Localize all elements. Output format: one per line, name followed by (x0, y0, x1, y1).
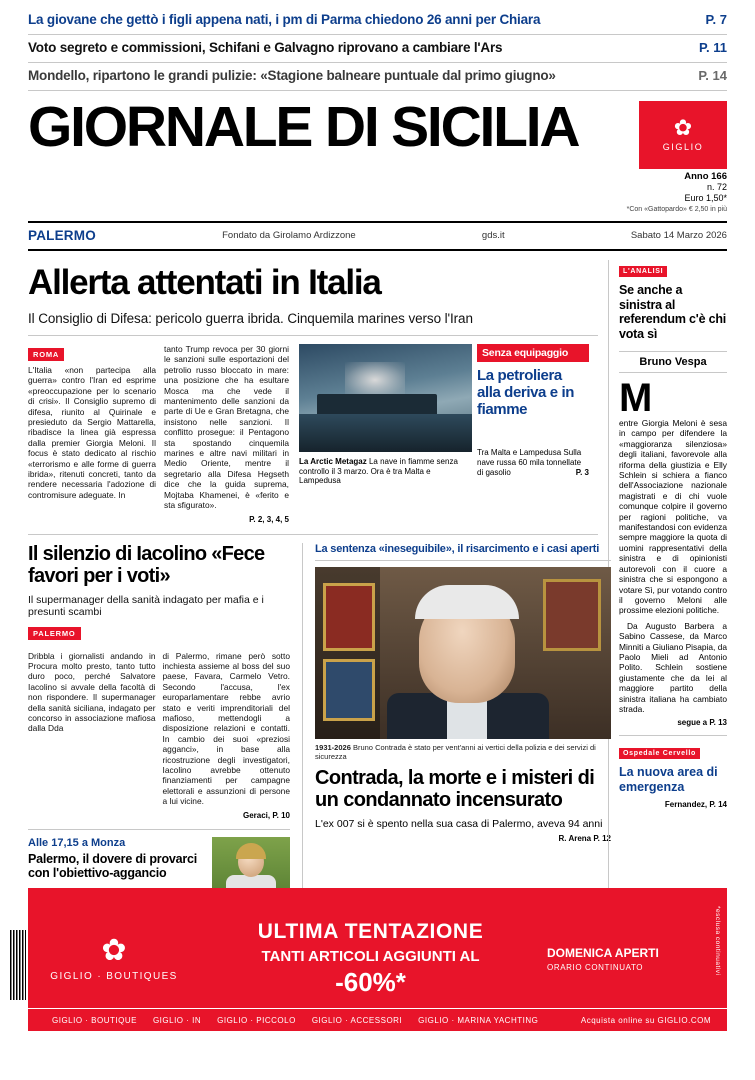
ad-open-hours: ORARIO CONTINUATO (547, 963, 644, 972)
edition-number: n. 72 (706, 182, 727, 192)
iacolino-page-ref: Geraci, P. 10 (243, 810, 290, 820)
cervello-kicker: Ospedale Cervello (619, 748, 700, 759)
contrada-overline: La sentenza «ineseguibile», il risarcimento e i casi aperti (315, 543, 611, 561)
cervello-headline[interactable]: La nuova area di emergenza (619, 765, 718, 794)
iacolino-standfirst: Il supermanager della sanità indagato per mafia e i presunti scambi (28, 593, 264, 618)
contrada-deck: L'ex 007 si è spento nella sua casa di Palermo, aveva 94 anni (315, 817, 603, 830)
teaser-text: Mondello, ripartono le grandi pulizie: «Stagione balneare puntuale dal primo giugno» (28, 68, 556, 83)
giglio-logo-badge[interactable] (639, 101, 727, 169)
edition-info (0, 169, 755, 215)
barcode (10, 930, 26, 1000)
analysis-kicker: L'ANALISI (619, 266, 667, 277)
giglio-flower-icon: ✿ (673, 115, 693, 140)
monza-headline[interactable]: Palermo, il dovere di provarci con l'obiettivo-aggancio (28, 851, 198, 880)
iacolino-body-2: di Palermo, rimane però sotto inchiesta assieme al boss del suo paese, Favara, Carmelo Vetro. Secondo l'accusa, l'ex europarlamentare rebbe avrio stato e veriti imprenditoriali del mafioso, mettendogli a disposizione relazioni e contatti. In cambio dei suoi «preziosi agganci», in base alla ricostruzione degli investigatori, Iacolino avrebbe ottenuto finanziamenti per campagne elettorali e assunzioni di persone a lui vicine. (162, 650, 290, 807)
second-band (28, 534, 611, 919)
divider (28, 335, 598, 336)
tanker-headline[interactable]: La petroliera alla deriva e in fiamme (477, 367, 574, 418)
issue-date: Sabato 14 Marzo 2026 (630, 230, 727, 241)
tanker-sidebar (472, 344, 589, 486)
tanker-note (477, 448, 589, 478)
contrada-dates: 1931-2026 (315, 742, 351, 752)
ad-hours (541, 946, 727, 972)
contrada-credit-text: Bruno Contrada è stato per vent'anni ai vertici della polizia e dei servizi di sicurezza (315, 742, 596, 761)
teaser-strip (0, 0, 755, 91)
ad-line-2: TANTI ARTICOLI AGGIUNTI AL (261, 948, 480, 965)
ad-store-item[interactable]: GIGLIO · BOUTIQUE (52, 1015, 137, 1025)
ad-footer-bar (28, 1008, 727, 1031)
lead-body-b: tanto Trump revoca per 30 giorni le sanzioni sulle esportazioni del petrolio russo bloccato in mare: una posizione che ha esultare Mosca ma che vede il mantenimento delle sanzioni da parte di Ue e Gran Bretagna, che insistono nelle sanzioni. Il conflitto prosegue: il Pentagono sta spostando cinquemila marines e altre navi militari in Medio Oriente, mentre il segretario alla Difesa Hegseth dice che la guida suprema, Mojtaba Khamenei, è «ferito e sta sfigurato». (164, 344, 289, 511)
tanker-photo-caption (299, 457, 472, 486)
lead-body-a: L'Italia «non partecipa alla guerra» contro l'Iran ed esprime «preoccupazione per lo scenario di crisi». Il Consiglio supremo di difesa, riunito al Quirinale e presieduto da Sergio Mattarella, ribadisce la linea già espressa dalla premier Giorgia Meloni. Il focus è stato dedicato al rischio «terrorismo e alle forme di guerra ibrida», ritenuti concreti, tanto da rendere necessaria l'adozione di contromisure adeguate. In (28, 365, 156, 500)
iacolino-kicker: PALERMO (28, 627, 81, 640)
teaser-text: Voto segreto e commissioni, Schifani e Galvagno riprovano a cambiare l'Ars (28, 40, 503, 55)
tanker-photo-block (299, 344, 472, 486)
teaser-page: P. 11 (699, 40, 727, 55)
section-kicker: ROMA (28, 348, 64, 361)
teaser-item[interactable] (28, 63, 727, 91)
contrada-byline: R. Arena P. 12 (558, 833, 611, 843)
lead-story-columns (28, 344, 598, 524)
teaser-text: La giovane che gettò i figli appena nati, i pm di Parma chiedono 26 anni per Chiara (28, 12, 541, 27)
caption-lead: La Arctic Metagaz (299, 457, 367, 466)
edition-price: Euro 1,50* (684, 193, 727, 203)
analysis-author: Bruno Vespa (619, 351, 727, 373)
info-line (28, 221, 727, 251)
tanker-note-page: P. 3 (575, 468, 589, 477)
cervello-byline: Fernandez, P. 14 (664, 800, 727, 810)
iacolino-headline[interactable]: Il silenzio di Iacolino «Fece favori per i voti» (28, 542, 265, 587)
teaser-item[interactable] (28, 35, 727, 63)
edition-city: PALERMO (28, 228, 96, 243)
ad-message (200, 920, 541, 998)
ad-disclaimer: *esclusa continuativi (714, 906, 721, 976)
lead-page-ref: P. 2, 3, 4, 5 (249, 514, 289, 524)
giglio-flower-icon: ✿ (101, 933, 127, 967)
teaser-page: P. 14 (698, 68, 727, 83)
ad-open-sunday: DOMENICA APERTI (547, 946, 659, 960)
ad-store-item[interactable]: GIGLIO · ACCESSORI (311, 1015, 403, 1025)
website-text[interactable]: gds.it (481, 230, 505, 241)
contrada-headline[interactable]: Contrada, la morte e i misteri di un condannato incensurato (315, 766, 595, 811)
caption-text: La nave in fiamme senza controllo il 3 marzo. Ora è tra Malta e Lampedusa (299, 457, 458, 486)
lead-col-c (299, 344, 589, 524)
cervello-story (619, 735, 727, 809)
tanker-note-text: Tra Malta e Lampedusa Sulla nave russa 60 mila tonnellate di gasolio (477, 448, 582, 477)
newspaper-title: GIORNALE DI SICILIA (28, 95, 579, 159)
monza-kicker: Alle 17,15 a Monza (28, 836, 126, 849)
tanker-photo (299, 344, 472, 452)
main-content (0, 260, 755, 918)
iacolino-story (28, 543, 303, 919)
right-column (608, 260, 727, 918)
left-column (28, 260, 611, 918)
giglio-logo-label: GIGLIO (662, 142, 704, 152)
ad-line-1: ULTIMA TENTAZIONE (257, 920, 484, 943)
ad-store-item[interactable]: GIGLIO · PICCOLO (217, 1015, 296, 1025)
teaser-item[interactable] (28, 10, 727, 35)
ad-store-list (28, 1016, 581, 1025)
analysis-body-1: entre Giorgia Meloni è sesa in campo per difendere la «maggioranza silenziosa» degli italiani, favorevole alla riforma della giustizia e Elly Schlein si schiera a fianco dell'Associazione nazionale magistrati e di chi vuole comunque colpire il governo per ragioni politiche, va manifestandosi con evidenza sempre maggiore la quota di uomini rappresentativi della sinistra e di opinionisti autorevoli con il cuore a sinistra che si espongono a votare Sì, pur votando contro il governo Meloni alle prossime elezioni politiche. (619, 418, 728, 616)
ad-brand-block (28, 933, 200, 982)
ad-brand-label: GIGLIO · BOUTIQUES (50, 970, 178, 982)
ad-store-item[interactable]: GIGLIO · IN (152, 1015, 202, 1025)
analysis-headline[interactable]: Se anche a sinistra al referendum c'è chi vota sì (619, 283, 727, 341)
ad-store-item[interactable]: GIGLIO · MARINA YACHTING (418, 1015, 539, 1025)
analysis-dropcap: M (619, 376, 653, 420)
analysis-body-2: Da Augusto Barbera a Sabino Cassese, da Marco Minniti a Giuliano Pisapia, da Paolo Mieli ad Antonio Polito. Schlein sostiene giustamente che da lei al maggiore partito della sinistra italiana ha cambiato strada. (619, 620, 728, 714)
teaser-page: P. 7 (705, 12, 727, 27)
analysis-continuation[interactable]: segue a P. 13 (677, 718, 727, 728)
lead-col-a (28, 344, 164, 524)
contrada-photo (315, 567, 611, 739)
iacolino-body-1: Dribbla i giornalisti andando in Procura molto presto, tanto tutto duro poco, perché Salvatore Iacolino si avvale della facoltà di non rispondere. Il supermanager della sanità siciliana, indagato per concorso in associazione mafiosa dalla Dda (28, 650, 156, 734)
lead-subhead: Il Consiglio di Difesa: pericolo guerra ibrida. Cinquemila marines verso l'Iran (28, 311, 473, 326)
founder-text: Fondato da Girolamo Ardizzone (222, 230, 356, 241)
ad-discount: -60%* (335, 967, 406, 997)
masthead (0, 91, 755, 169)
edition-price-note: *Con «Gattopardo» € 2,50 in più (626, 206, 727, 213)
edition-year: Anno 166 (684, 171, 727, 182)
tanker-red-kicker: Senza equipaggio (477, 344, 589, 362)
lead-col-b (164, 344, 299, 524)
lead-headline[interactable]: Allerta attentati in Italia (28, 263, 381, 302)
contrada-story (303, 543, 611, 919)
ad-online-shop-link[interactable]: Acquista online su GIGLIO.COM (580, 1015, 711, 1025)
contrada-photo-credit (315, 743, 611, 761)
